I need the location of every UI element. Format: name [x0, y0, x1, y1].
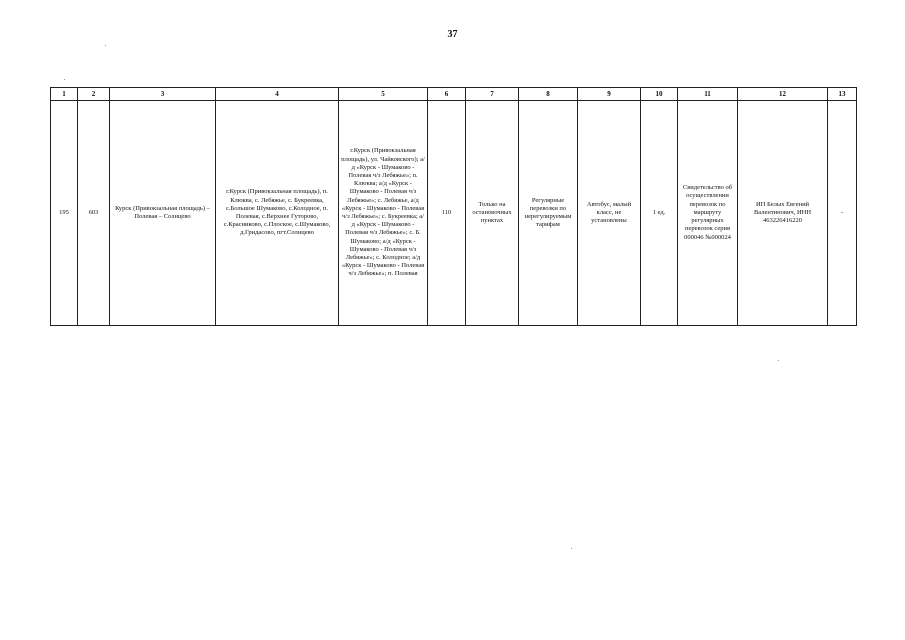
- route-registry-number: 195: [51, 101, 78, 326]
- header-row: [51, 88, 857, 101]
- column-number: 10: [641, 88, 678, 101]
- vehicle-class: Автобус, малый класс, не установлены: [578, 101, 641, 326]
- transport-type: Регулярные перевозки по нерегулируемым тарифам: [519, 101, 578, 326]
- certificate-info: Свидетельство об осуществлении перевозок по маршруту регулярных перевозок серия 000046 №000024: [678, 101, 738, 326]
- column-number: 8: [519, 88, 578, 101]
- intermediate-stops: г.Курск (Привокзальная площадь), п. Клюква, с. Лебяжье, с. Букреевка, с.Большое Шумаково, с.Колодное, п. Полевая, с.Верхнее Гуторово, с.Красниково, с.Плоское, с.Шумаково, д.Гридасово, пгт.Солнцево: [216, 101, 339, 326]
- scan-speck: [105, 45, 106, 46]
- column-number: 11: [678, 88, 738, 101]
- column-number: 4: [216, 88, 339, 101]
- route-serial-number: 603: [78, 101, 110, 326]
- boarding-procedure: Только на остановочных пунктах: [466, 101, 519, 326]
- table-row: [51, 101, 857, 326]
- scan-speck: [778, 360, 779, 361]
- column-number: 13: [828, 88, 857, 101]
- column-number: 6: [428, 88, 466, 101]
- route-registry-table: [50, 87, 857, 326]
- route-name: Курск (Привокзальная площадь) – Полевая – Солнцево: [110, 101, 216, 326]
- carrier-info: ИП Белых Евгений Валентинович, ИНН 463226416220: [738, 101, 828, 326]
- column-number: 1: [51, 88, 78, 101]
- route-length: 110: [428, 101, 466, 326]
- remarks: -: [828, 101, 857, 326]
- column-number: 7: [466, 88, 519, 101]
- column-number: 5: [339, 88, 428, 101]
- column-number: 3: [110, 88, 216, 101]
- page-number: 37: [447, 29, 458, 40]
- vehicle-count: 1 ед.: [641, 101, 678, 326]
- column-number: 12: [738, 88, 828, 101]
- column-number: 9: [578, 88, 641, 101]
- scan-speck: [571, 548, 572, 549]
- column-number: 2: [78, 88, 110, 101]
- scan-speck: [64, 79, 65, 80]
- route-path-streets: г.Курск (Привокзальная площадь), ул. Чайковского); а/д «Курск - Шумаково - Полевая ч/з Лебяжье»; п. Клюква; а/д «Курск - Шумаково - Полевая ч/з Лебяжье»; с. Лебяжье, а/д «Курск - Шумаково - Полевая ч/з Лебяжье»; с. Букреевка; а/д «Курск - Шумаково - Полевая ч/з Лебяжье»; с. Б. Шумаково; а/д «Курск - Шумаково - Полевая ч/з Лебяжье»; с. Колодное; а/д «Курск - Шумаково - Полевая ч/з Лебяжье»; п. Полевая: [339, 101, 428, 326]
